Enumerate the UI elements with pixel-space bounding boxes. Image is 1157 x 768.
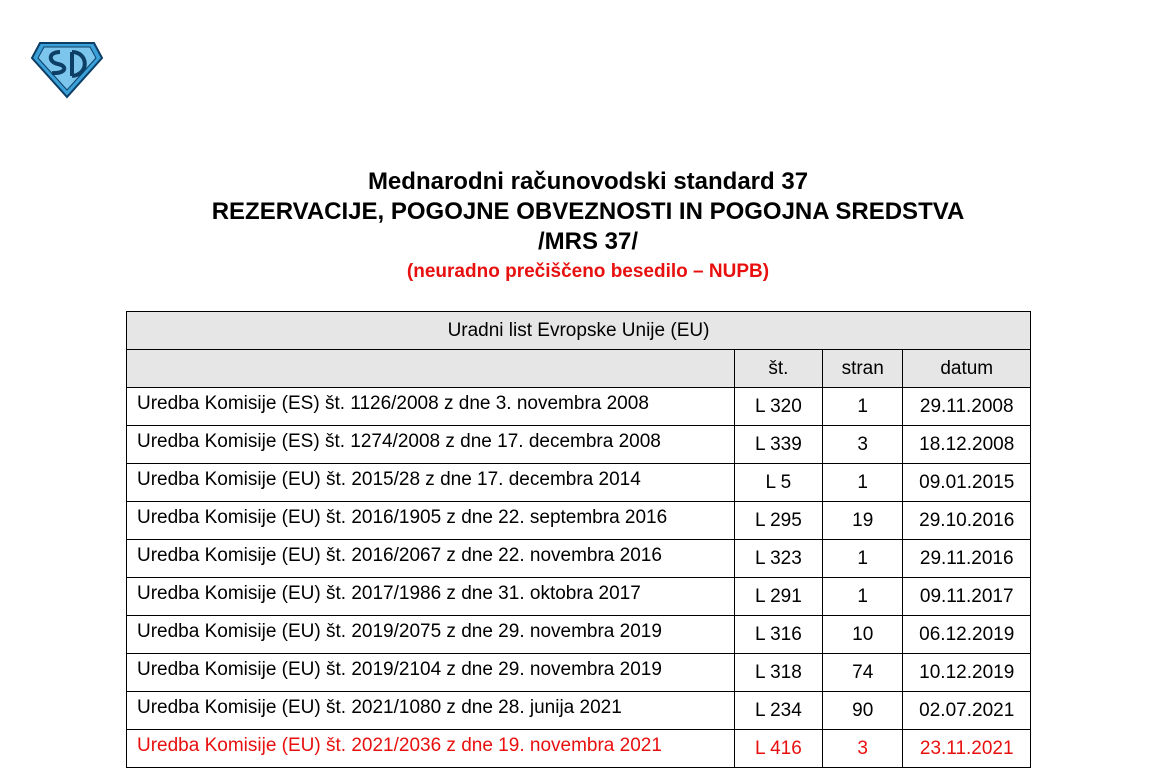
header-blank xyxy=(127,350,735,388)
journal-number: L 234 xyxy=(734,692,822,730)
standard-subject: REZERVACIJE, POGOJNE OBVEZNOSTI IN POGOJNA SREDSTVA xyxy=(211,198,965,225)
page-number: 10 xyxy=(822,616,902,654)
regulation-name: Uredba Komisije (EU) št. 2021/2036 z dne 19. novembra 2021 xyxy=(127,730,735,768)
table-row xyxy=(127,464,1031,502)
regulations-table xyxy=(126,311,1031,768)
journal-number: L 291 xyxy=(734,578,822,616)
publication-date: 29.11.2008 xyxy=(903,388,1031,426)
header-stran: stran xyxy=(822,350,902,388)
standard-title: Mednarodni računovodski standard 37 xyxy=(367,168,809,195)
journal-number: L 416 xyxy=(734,730,822,768)
page-number: 74 xyxy=(822,654,902,692)
page-number: 3 xyxy=(822,426,902,464)
journal-number: L 295 xyxy=(734,502,822,540)
table-row-highlighted xyxy=(127,730,1031,768)
table-row xyxy=(127,502,1031,540)
regulation-name: Uredba Komisije (EU) št. 2016/1905 z dne 22. septembra 2016 xyxy=(127,502,735,540)
regulation-name: Uredba Komisije (EU) št. 2016/2067 z dne 22. novembra 2016 xyxy=(127,540,735,578)
publication-date: 18.12.2008 xyxy=(903,426,1031,464)
table-caption-row xyxy=(127,312,1031,350)
regulation-name: Uredba Komisije (ES) št. 1274/2008 z dne 17. decembra 2008 xyxy=(127,426,735,464)
journal-number: L 318 xyxy=(734,654,822,692)
journal-number: L 5 xyxy=(734,464,822,502)
regulation-name: Uredba Komisije (EU) št. 2019/2104 z dne 29. novembra 2019 xyxy=(127,654,735,692)
table-row xyxy=(127,654,1031,692)
journal-number: L 316 xyxy=(734,616,822,654)
table-caption: Uradni list Evropske Unije (EU) xyxy=(127,312,1031,350)
page-number: 1 xyxy=(822,578,902,616)
table-header-row xyxy=(127,350,1031,388)
page-number: 3 xyxy=(822,730,902,768)
journal-number: L 339 xyxy=(734,426,822,464)
standard-code: /MRS 37/ xyxy=(537,228,639,255)
table-row xyxy=(127,616,1031,654)
regulation-name: Uredba Komisije (EU) št. 2017/1986 z dne 31. oktobra 2017 xyxy=(127,578,735,616)
publication-date: 29.10.2016 xyxy=(903,502,1031,540)
regulation-name: Uredba Komisije (EU) št. 2015/28 z dne 17. decembra 2014 xyxy=(127,464,735,502)
table-row xyxy=(127,426,1031,464)
page-number: 1 xyxy=(822,388,902,426)
table-row xyxy=(127,692,1031,730)
publication-date: 09.11.2017 xyxy=(903,578,1031,616)
publication-date: 02.07.2021 xyxy=(903,692,1031,730)
document-title-block xyxy=(0,167,1157,287)
publication-date: 29.11.2016 xyxy=(903,540,1031,578)
table-row xyxy=(127,540,1031,578)
journal-number: L 320 xyxy=(734,388,822,426)
page-number: 19 xyxy=(822,502,902,540)
publication-date: 10.12.2019 xyxy=(903,654,1031,692)
page-number: 90 xyxy=(822,692,902,730)
publication-date: 09.01.2015 xyxy=(903,464,1031,502)
sd-diamond-logo-icon xyxy=(30,40,104,100)
header-st: št. xyxy=(734,350,822,388)
publication-date: 06.12.2019 xyxy=(903,616,1031,654)
page-number: 1 xyxy=(822,540,902,578)
regulation-name: Uredba Komisije (EU) št. 2021/1080 z dne 28. junija 2021 xyxy=(127,692,735,730)
table-row xyxy=(127,578,1031,616)
page-number: 1 xyxy=(822,464,902,502)
unofficial-text-note: (neuradno prečiščeno besedilo – NUPB) xyxy=(406,261,770,282)
table-row xyxy=(127,388,1031,426)
regulation-name: Uredba Komisije (EU) št. 2019/2075 z dne 29. novembra 2019 xyxy=(127,616,735,654)
regulation-name: Uredba Komisije (ES) št. 1126/2008 z dne 3. novembra 2008 xyxy=(127,388,735,426)
journal-number: L 323 xyxy=(734,540,822,578)
publication-date: 23.11.2021 xyxy=(903,730,1031,768)
header-datum: datum xyxy=(903,350,1031,388)
